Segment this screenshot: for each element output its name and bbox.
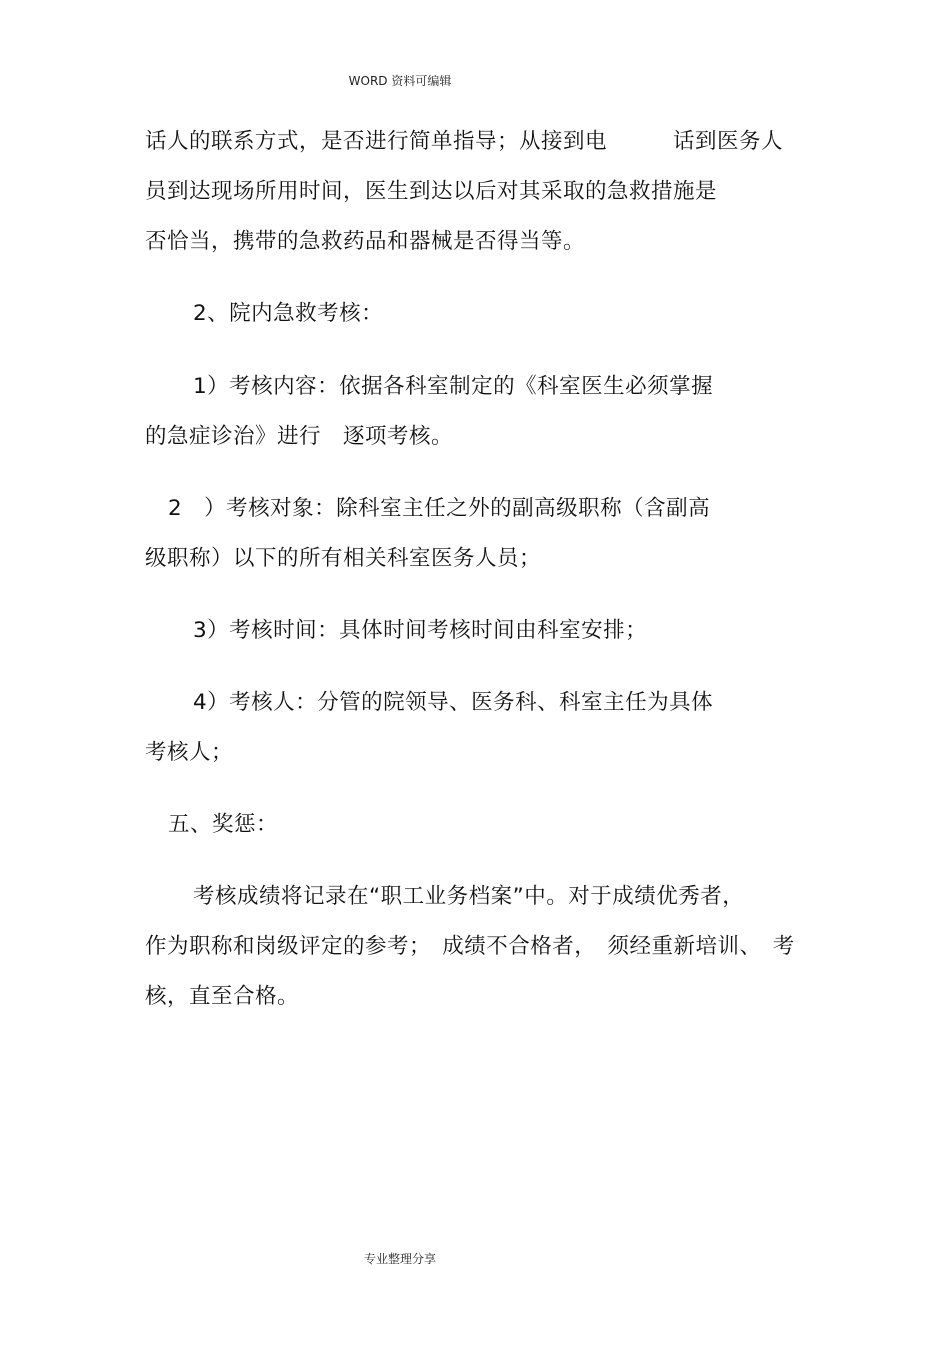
body-line-3: 否恰当，携带的急救药品和器械是否得当等。 bbox=[145, 229, 586, 254]
body-line-content-1: 1）考核内容：依据各科室制定的《科室医生必须掌握 bbox=[193, 374, 714, 399]
body-line-examiner-2: 考核人； bbox=[145, 740, 234, 765]
body-line-rewards-3: 核，直至合格。 bbox=[145, 984, 300, 1009]
section-heading-inhospital: 2、院内急救考核： bbox=[193, 301, 384, 326]
body-line-content-2: 的急症诊治》进行 逐项考核。 bbox=[145, 424, 454, 449]
body-line-time: 3）考核时间：具体时间考核时间由科室安排； bbox=[193, 618, 648, 643]
body-line-target-1: 2 ）考核对象：除科室主任之外的副高级职称（含副高 bbox=[168, 496, 711, 521]
body-line-2: 员到达现场所用时间，医生到达以后对其采取的急救措施是 bbox=[145, 179, 718, 204]
body-line-rewards-1: 考核成绩将记录在“职工业务档案”中。对于成绩优秀者， bbox=[193, 884, 745, 909]
body-line-target-2: 级职称）以下的所有相关科室医务人员； bbox=[145, 546, 542, 571]
body-line-1: 话人的联系方式，是否进行简单指导；从接到电 话到医务人 bbox=[145, 129, 784, 154]
body-line-examiner-1: 4）考核人：分管的院领导、医务科、科室主任为具体 bbox=[193, 690, 714, 715]
page-header: WORD 资料可编辑 bbox=[348, 74, 452, 88]
page-footer: 专业整理分享 bbox=[363, 1252, 436, 1266]
body-line-rewards-2: 作为职称和岗级评定的参考； 成绩不合格者， 须经重新培训、 考 bbox=[145, 934, 795, 959]
section-heading-rewards: 五、奖惩： bbox=[168, 812, 279, 837]
